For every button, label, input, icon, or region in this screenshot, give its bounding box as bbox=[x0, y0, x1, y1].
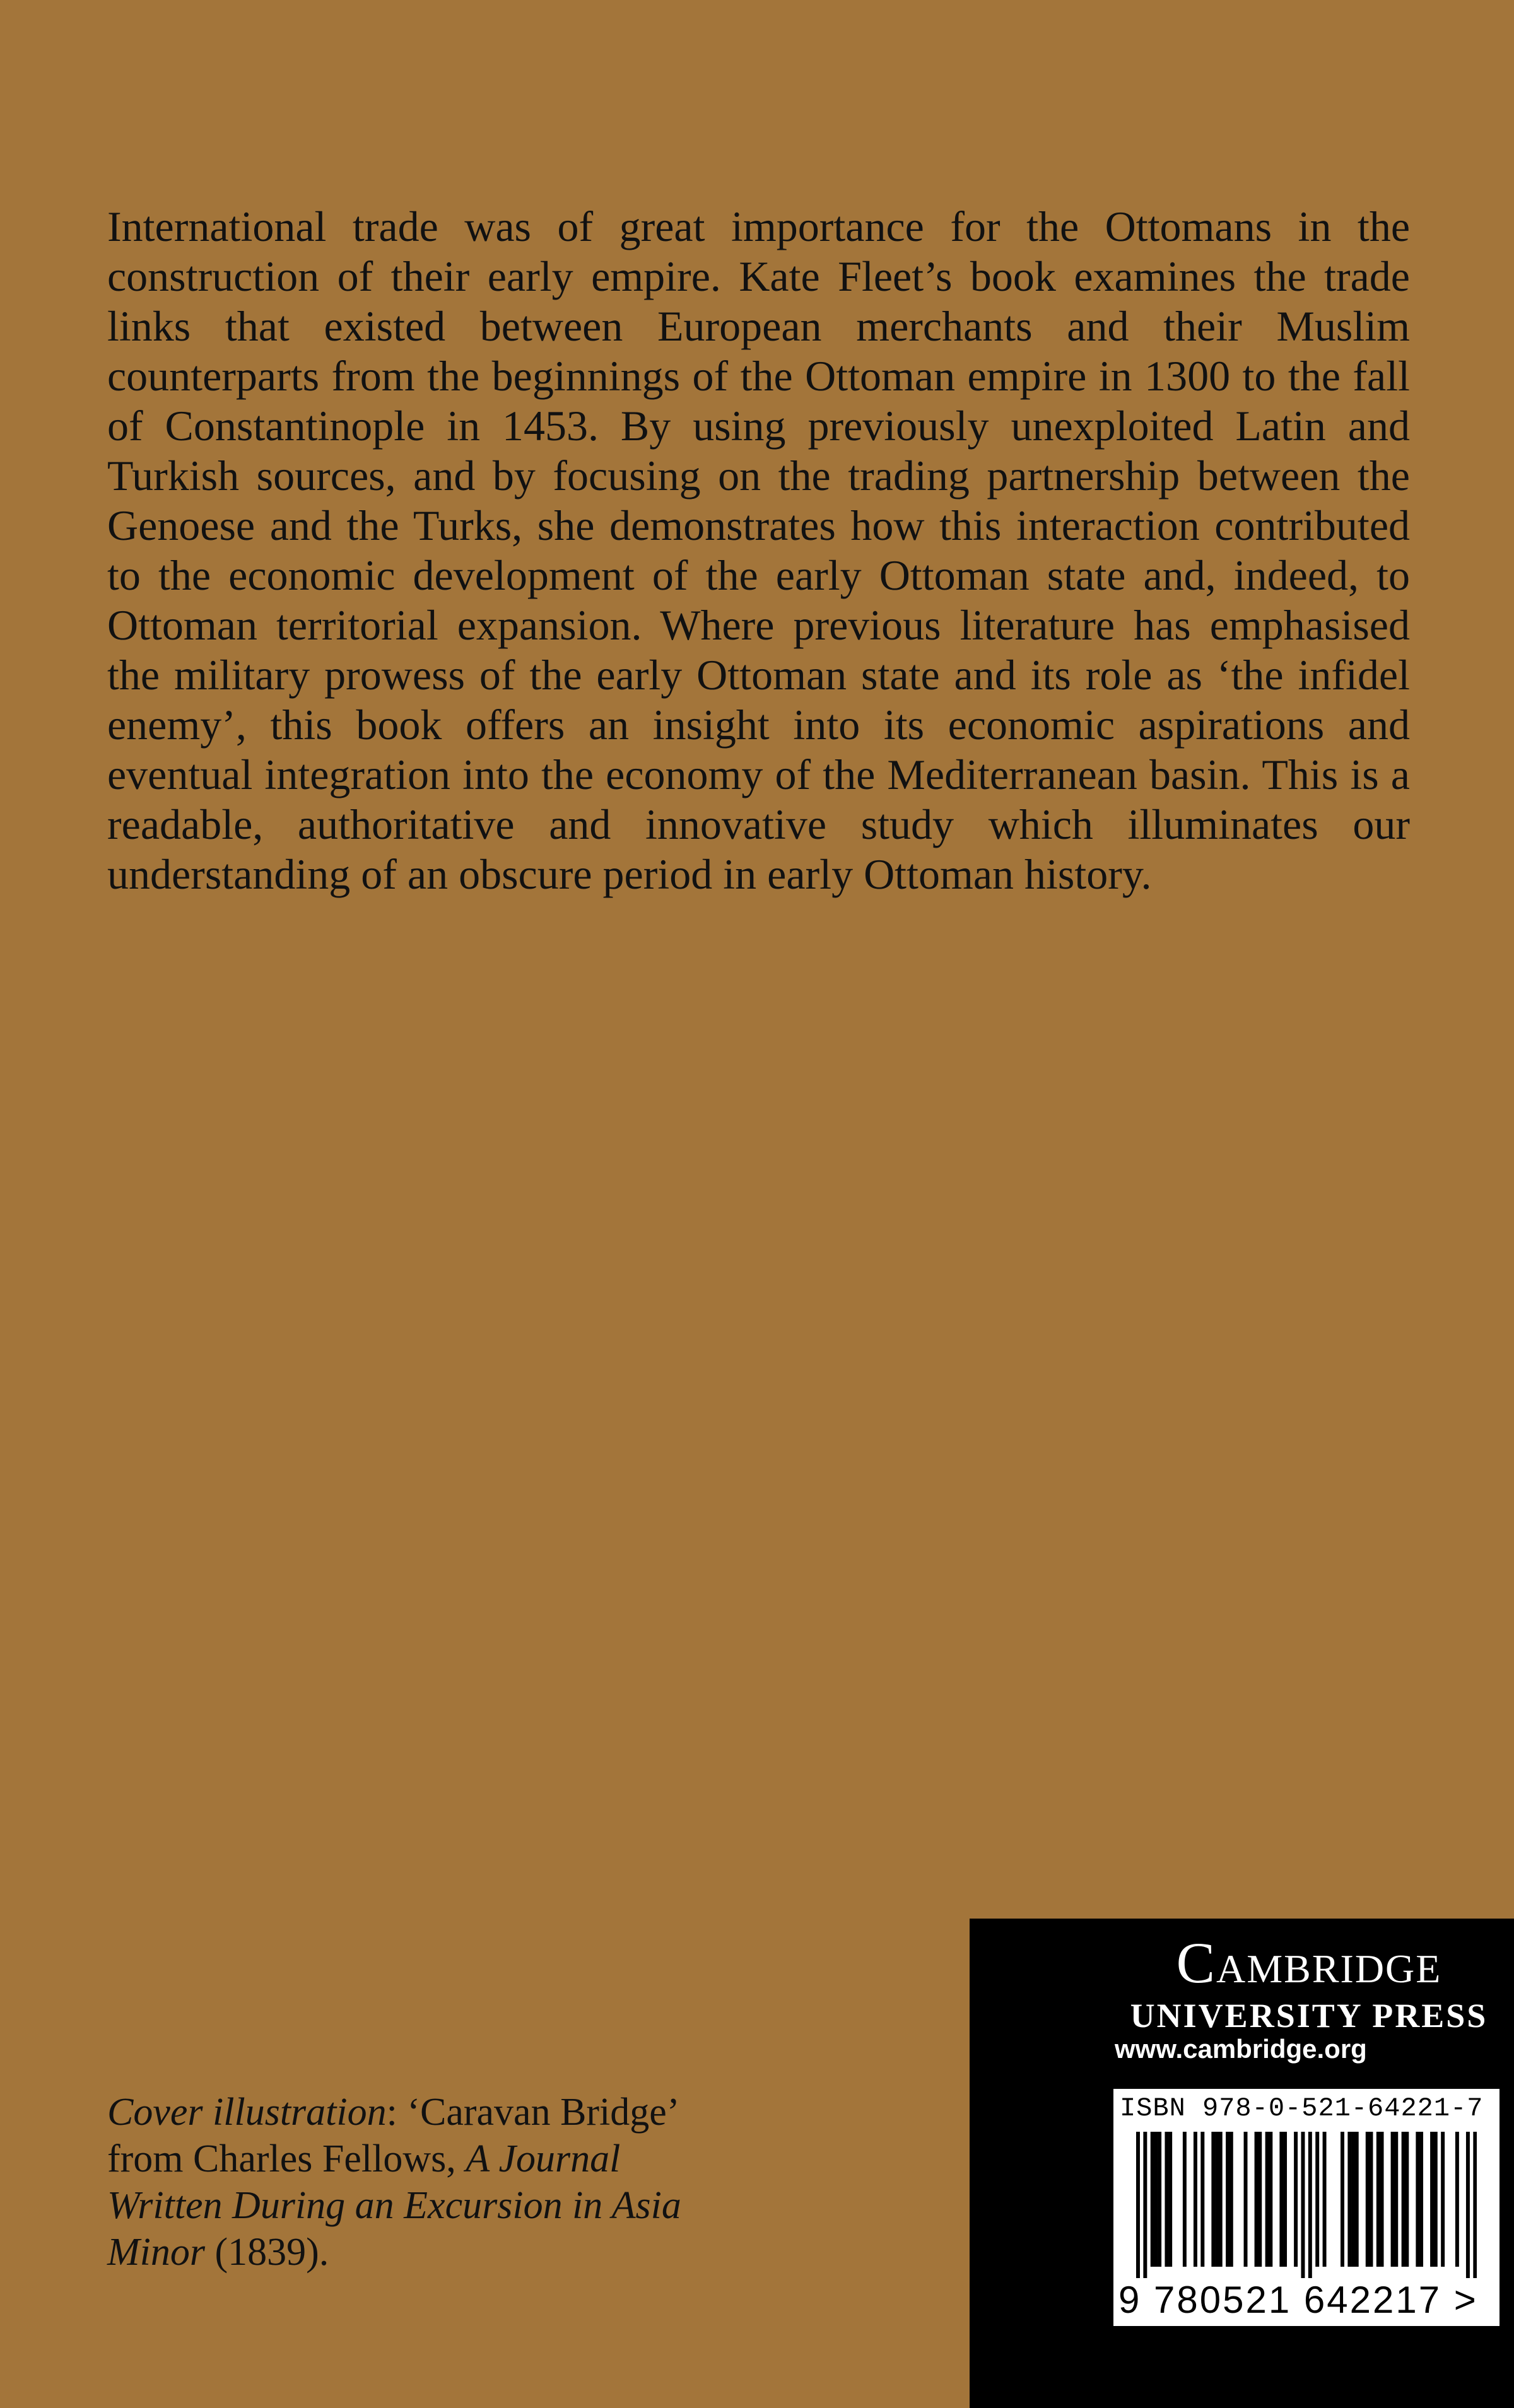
barcode-bar bbox=[1341, 2132, 1344, 2267]
barcode-bar bbox=[1315, 2132, 1319, 2267]
barcode-bar bbox=[1380, 2132, 1384, 2267]
barcode-bar bbox=[1265, 2132, 1269, 2267]
barcode-bar bbox=[1441, 2132, 1445, 2267]
barcode-bar bbox=[1402, 2132, 1405, 2267]
barcode-bar bbox=[1219, 2132, 1223, 2267]
cover-credit-year: (1839). bbox=[205, 2231, 329, 2274]
barcode-bar bbox=[1165, 2132, 1168, 2267]
barcode-bar bbox=[1301, 2132, 1305, 2278]
publisher-subtitle: UNIVERSITY PRESS bbox=[1130, 1997, 1488, 2035]
barcode-bar bbox=[1269, 2132, 1272, 2267]
barcode-digits: 9 780521 642217 > bbox=[1118, 2279, 1478, 2321]
blurb-text: International trade was of great importance for the Ottomans in the construction of their early empire. Kate Fleet’s book examines the trade links that existed between European merchants and their Muslim counterparts from the beginnings of the Ottoman empire in 1300 to the fall of Constantinople in 1453. By using previously unexploited Latin and Turkish sources, and by focusing on the trading partnership between the Genoese and the Turks, she demonstrates how this interaction contributed to the economic development of the early Ottoman state and, indeed, to Ottoman territorial expansion. Where previous literature has emphasised the military prowess of the early Ottoman state and its role as ‘the infidel enemy’, this book offers an insight into its economic aspirations and eventual integration into the economy of the Mediterranean basin. This is a readable, authoritative and innovative study which illuminates our understanding of an obscure period in early Ottoman history. bbox=[107, 202, 1410, 898]
barcode-bar bbox=[1347, 2132, 1351, 2267]
publisher-name: Cambridge bbox=[1176, 1931, 1442, 1995]
cover-credit bbox=[107, 2089, 725, 2276]
barcode-bar bbox=[1194, 2132, 1197, 2267]
barcode-bar bbox=[1434, 2132, 1438, 2267]
barcode-bar bbox=[1405, 2132, 1409, 2267]
publisher-logo bbox=[1113, 1928, 1505, 2034]
barcode-bar bbox=[1136, 2132, 1140, 2278]
barcode-bar bbox=[1394, 2132, 1398, 2267]
barcode-bar bbox=[1168, 2132, 1172, 2267]
barcode-bar bbox=[1473, 2132, 1477, 2278]
barcode-bar bbox=[1308, 2132, 1312, 2278]
cover-credit-label: Cover illustration bbox=[107, 2091, 387, 2134]
barcode-bar bbox=[1419, 2132, 1423, 2267]
barcode-bar bbox=[1183, 2132, 1187, 2267]
barcode-bar bbox=[1200, 2132, 1204, 2267]
barcode-bar bbox=[1323, 2132, 1327, 2267]
publisher-url: www.cambridge.org bbox=[1115, 2034, 1367, 2064]
barcode-bar bbox=[1258, 2132, 1262, 2267]
barcode-bar bbox=[1283, 2132, 1287, 2267]
barcode-bar bbox=[1279, 2132, 1283, 2267]
barcode-bar bbox=[1244, 2132, 1248, 2267]
cover-credit-separator: : bbox=[386, 2091, 408, 2134]
barcode-bar bbox=[1229, 2132, 1233, 2267]
barcode-bar bbox=[1376, 2132, 1380, 2267]
barcode-bar bbox=[1366, 2132, 1370, 2267]
barcode-bar bbox=[1158, 2132, 1161, 2267]
publisher-panel bbox=[970, 1919, 1514, 2408]
barcode-bar bbox=[1151, 2132, 1154, 2267]
barcode-bar bbox=[1455, 2132, 1459, 2267]
barcode-bar bbox=[1416, 2132, 1419, 2267]
isbn-label: ISBN 978-0-521-64221-7 bbox=[1120, 2093, 1484, 2124]
barcode-bar bbox=[1351, 2132, 1355, 2267]
barcode-bar bbox=[1226, 2132, 1229, 2267]
barcode-bar bbox=[1369, 2132, 1373, 2267]
barcode-bar bbox=[1355, 2132, 1359, 2267]
barcode-bar bbox=[1391, 2132, 1395, 2267]
barcode-bar bbox=[1294, 2132, 1298, 2267]
barcode-bar bbox=[1154, 2132, 1158, 2267]
cover-credit-book-title: A Journal Written During an Excursion in Asia Minor bbox=[107, 2137, 681, 2274]
cover-credit-title: ‘Caravan Bridge’ bbox=[407, 2091, 677, 2134]
barcode-bar bbox=[1466, 2132, 1470, 2278]
barcode-bar bbox=[1143, 2132, 1147, 2278]
barcode-bar bbox=[1211, 2132, 1215, 2267]
barcode-box bbox=[1113, 2089, 1499, 2326]
barcode bbox=[1136, 2132, 1477, 2278]
barcode-bar bbox=[1430, 2132, 1434, 2267]
barcode-bar bbox=[1255, 2132, 1259, 2267]
barcode-bar bbox=[1215, 2132, 1219, 2267]
cover-credit-from: from Charles Fellows, bbox=[107, 2137, 466, 2180]
